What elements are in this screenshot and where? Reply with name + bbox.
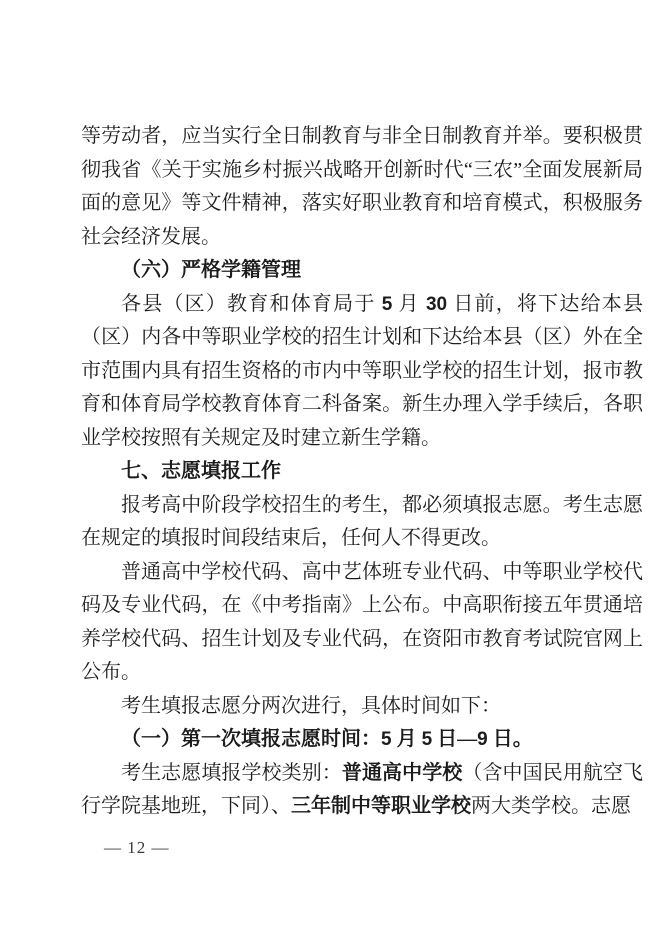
text-run-hei-bold: 三年制中等职业学校 [291,795,471,817]
text-run-num: 30 [425,293,448,315]
text-run-kai-bold: （一）第一次填报志愿时间： [121,728,381,750]
text-run-num-bold: 5 [381,729,392,750]
text-run-body: 考生志愿填报学校类别： [121,761,342,784]
text-run-body: 考生填报志愿分两次进行，具体时间如下： [121,694,501,717]
para-xueji-detail [81,288,643,456]
heading-first-round-time [81,723,643,757]
text-run-body: 两大类学校。志愿 [471,795,631,817]
text-run-num-bold: 9 [477,729,488,750]
text-run-kai-bold: 日。 [487,728,533,750]
text-run-body: 日前，将下达给本县（区）内各中等职业学校的招生计划和下达给本县（区）外在全市范围内具有招生资格的市内中等职业学校的招生计划，报市教育和体育局学校教育体育二科备案。新生办理入学手续后，各职业学校按照有关规定及时建立新生学籍。 [81,292,644,449]
text-run-num-bold: 5 [421,729,433,750]
text-run-body: 报考高中阶段学校招生的考生，都必须填报志愿。考生志愿在规定的填报时间段结束后，任何人不得更改。 [81,493,643,549]
text-run-hei: 七、志愿填报工作 [121,460,281,482]
text-run-body: 普通高中学校代码、高中艺体班专业代码、中等职业学校代码及专业代码，在《中考指南》上公布。中高职衔接五年贯通培养学校代码、招生计划及专业代码，在资阳市教育考试院官网上公布。 [81,560,643,683]
heading-section-6-xueji-guanli [81,254,643,288]
text-run-body: 月 [392,292,426,315]
document-body [81,120,643,824]
heading-section-7-zhiyuan-tianbao [81,455,643,489]
para-school-codes [81,556,643,690]
text-run-kai-bold: 月 [391,728,422,750]
text-run-kai-bold: （六）严格学籍管理 [121,259,301,281]
para-two-rounds [81,690,643,724]
text-run-hei-bold: 普通高中学校 [341,761,463,784]
para-school-categories [81,757,643,824]
text-run-body: 各县（区）教育和体育局于 [121,292,382,315]
text-run-kai-bold: 日— [432,728,478,750]
para-zhiyuan-requirement [81,489,643,556]
page-number: — 12 — [104,838,170,857]
para-continued-from-previous-page [81,120,643,254]
text-run-num: 5 [381,293,393,315]
text-run-body: （含中国民用航空飞行学院基地班，下同）、 [81,761,644,817]
text-run-body: 等劳动者，应当实行全日制教育与非全日制教育并举。要积极贯彻我省《关于实施乡村振兴战略开创新时代“三农”全面发展新局面的意见》等文件精神，落实好职业教育和培育模式，积极服务社会经济发展。 [81,125,643,248]
